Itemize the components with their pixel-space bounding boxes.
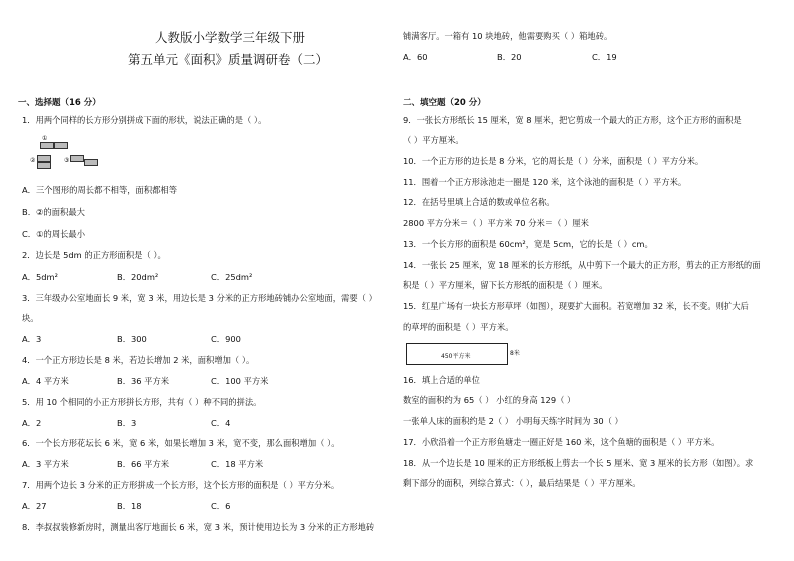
- question-12-cont: 2800 平方分米＝（ ）平方米 70 分米＝（ ）厘米: [403, 218, 589, 228]
- q3-option-b: B．300: [117, 334, 147, 344]
- question-4: 4．一个正方形边长是 8 米，若边长增加 2 米，面积增加（ ）。: [22, 355, 255, 365]
- fig3-rect-b: [84, 159, 98, 166]
- question-14-cont: 积是（ ）平方厘米，留下长方形纸的面积是（ ）厘米。: [403, 280, 608, 290]
- fig2-rect-b: [37, 162, 51, 169]
- question-1: 1．用两个同样的长方形分别拼成下面的形状，说法正确的是（ ）。: [22, 115, 267, 125]
- q1-option-a: A．三个图形的周长都不相等，面积都相等: [22, 185, 178, 195]
- question-18: 18．从一个边长是 10 厘米的正方形纸板上剪去一个长 5 厘米、宽 3 厘米的长方形（如图）。求: [403, 458, 754, 468]
- q6-option-b: B．66 平方米: [117, 459, 170, 469]
- question-16-line-a: 数室的面积约为 65（ ） 小红的身高 129（ ）: [403, 395, 576, 405]
- question-13: 13．一个长方形的面积是 60cm²，宽是 5cm，它的长是（ ）cm。: [403, 239, 653, 249]
- question-9: 9．一张长方形纸长 15 厘米，宽 8 厘米，把它剪成一个最大的正方形，这个正方形的面积是: [403, 115, 742, 125]
- question-12: 12．在括号里填上合适的数或单位名称。: [403, 197, 555, 207]
- q2-option-a: A．5dm²: [22, 272, 58, 282]
- q2-option-c: C．25dm²: [211, 272, 253, 282]
- q1-option-b: B．②的面积最大: [22, 207, 85, 217]
- question-9-cont: （ ）平方厘米。: [403, 135, 464, 145]
- page-subtitle: 第五单元《面积》质量调研卷（二）: [128, 52, 329, 67]
- question-7: 7．用两个边长 3 分米的正方形拼成一个长方形，这个长方形的面积是（ ）平方分米。: [22, 480, 340, 490]
- section-choice-heading: 一、选择题（16 分）: [18, 98, 101, 108]
- fig1-rect-b: [54, 142, 68, 149]
- q6-option-a: A．3 平方米: [22, 459, 69, 469]
- fig1-rect-a: [40, 142, 54, 149]
- fig3-rect-a: [70, 155, 84, 162]
- fig-label-3: ③: [64, 157, 70, 164]
- question-6: 6．一个长方形花坛长 6 米，宽 6 米，如果长增加 3 米，宽不变，那么面积增加（ ）。: [22, 438, 340, 448]
- q4-option-a: A．4 平方米: [22, 376, 69, 386]
- question-2: 2．边长是 5dm 的正方形面积是（ ）。: [22, 250, 166, 260]
- fig-label-2: ②: [30, 157, 36, 164]
- question-3: 3．三年级办公室地面长 9 米，宽 3 米，用边长是 3 分米的正方形地砖铺办公室地面，需要（ ）: [22, 293, 377, 303]
- question-8-cont: 铺满客厅。一箱有 10 块地砖，他需要购买（ ）箱地砖。: [403, 31, 613, 41]
- q2-option-b: B．20dm²: [117, 272, 159, 282]
- q8-option-c: C．19: [592, 52, 617, 62]
- question-17: 17．小欣沿着一个正方形鱼塘走一圈正好是 160 米，这个鱼塘的面积是（ ）平方米。: [403, 437, 720, 447]
- question-16-line-b: 一张单人床的面积约是 2（ ） 小明每天练字时间为 30（ ）: [403, 416, 623, 426]
- question-15: 15．红星广场有一块长方形草坪（如图），现要扩大面积。若宽增加 32 米，长不变。则扩大后: [403, 301, 749, 311]
- question-15-cont: 的草坪的面积是（ ）平方米。: [403, 322, 514, 332]
- question-14: 14．一张长 25 厘米，宽 18 厘米的长方形纸，从中剪下一个最大的正方形，剪去的正方形纸的面: [403, 260, 761, 270]
- q4-option-b: B．36 平方米: [117, 376, 170, 386]
- question-3-cont: 块。: [22, 313, 39, 323]
- q3-option-c: C．900: [211, 334, 241, 344]
- question-11: 11．围着一个正方形泳池走一圈是 120 米，这个泳池的面积是（ ）平方米。: [403, 177, 687, 187]
- lawn-width-label: 8米: [510, 350, 520, 357]
- q7-option-a: A．27: [22, 501, 47, 511]
- question-18-cont: 剩下部分的面积，列综合算式：（ ），最后结果是（ ）平方厘米。: [403, 478, 641, 488]
- q8-option-b: B．20: [497, 52, 522, 62]
- q6-option-c: C．18 平方米: [211, 459, 264, 469]
- q5-option-b: B．3: [117, 418, 137, 428]
- fig2-rect-a: [37, 155, 51, 162]
- question-10: 10．一个正方形的边长是 8 分米，它的周长是（ ）分米，面积是（ ）平方分米。: [403, 156, 704, 166]
- lawn-figure: [406, 343, 508, 365]
- q3-option-a: A．3: [22, 334, 42, 344]
- q5-option-a: A．2: [22, 418, 42, 428]
- section-fill-heading: 二、填空题（20 分）: [403, 98, 486, 108]
- q1-option-c: C．①的周长最小: [22, 229, 86, 239]
- q7-option-b: B．18: [117, 501, 142, 511]
- fig-label-1: ①: [42, 135, 48, 142]
- question-16: 16．填上合适的单位: [403, 375, 480, 385]
- page-title: 人教版小学数学三年级下册: [155, 30, 306, 45]
- q8-option-a: A．60: [403, 52, 428, 62]
- q7-option-c: C．6: [211, 501, 231, 511]
- q5-option-c: C．4: [211, 418, 231, 428]
- question-5: 5．用 10 个相同的小正方形拼长方形，共有（ ）种不同的拼法。: [22, 397, 262, 407]
- question-8: 8．李叔叔装修新房时，测量出客厅地面长 6 米，宽 3 米，预计使用边长为 3 分米的正方形地砖: [22, 522, 375, 532]
- lawn-area-label: 450平方米: [441, 353, 471, 360]
- q4-option-c: C．100 平方米: [211, 376, 269, 386]
